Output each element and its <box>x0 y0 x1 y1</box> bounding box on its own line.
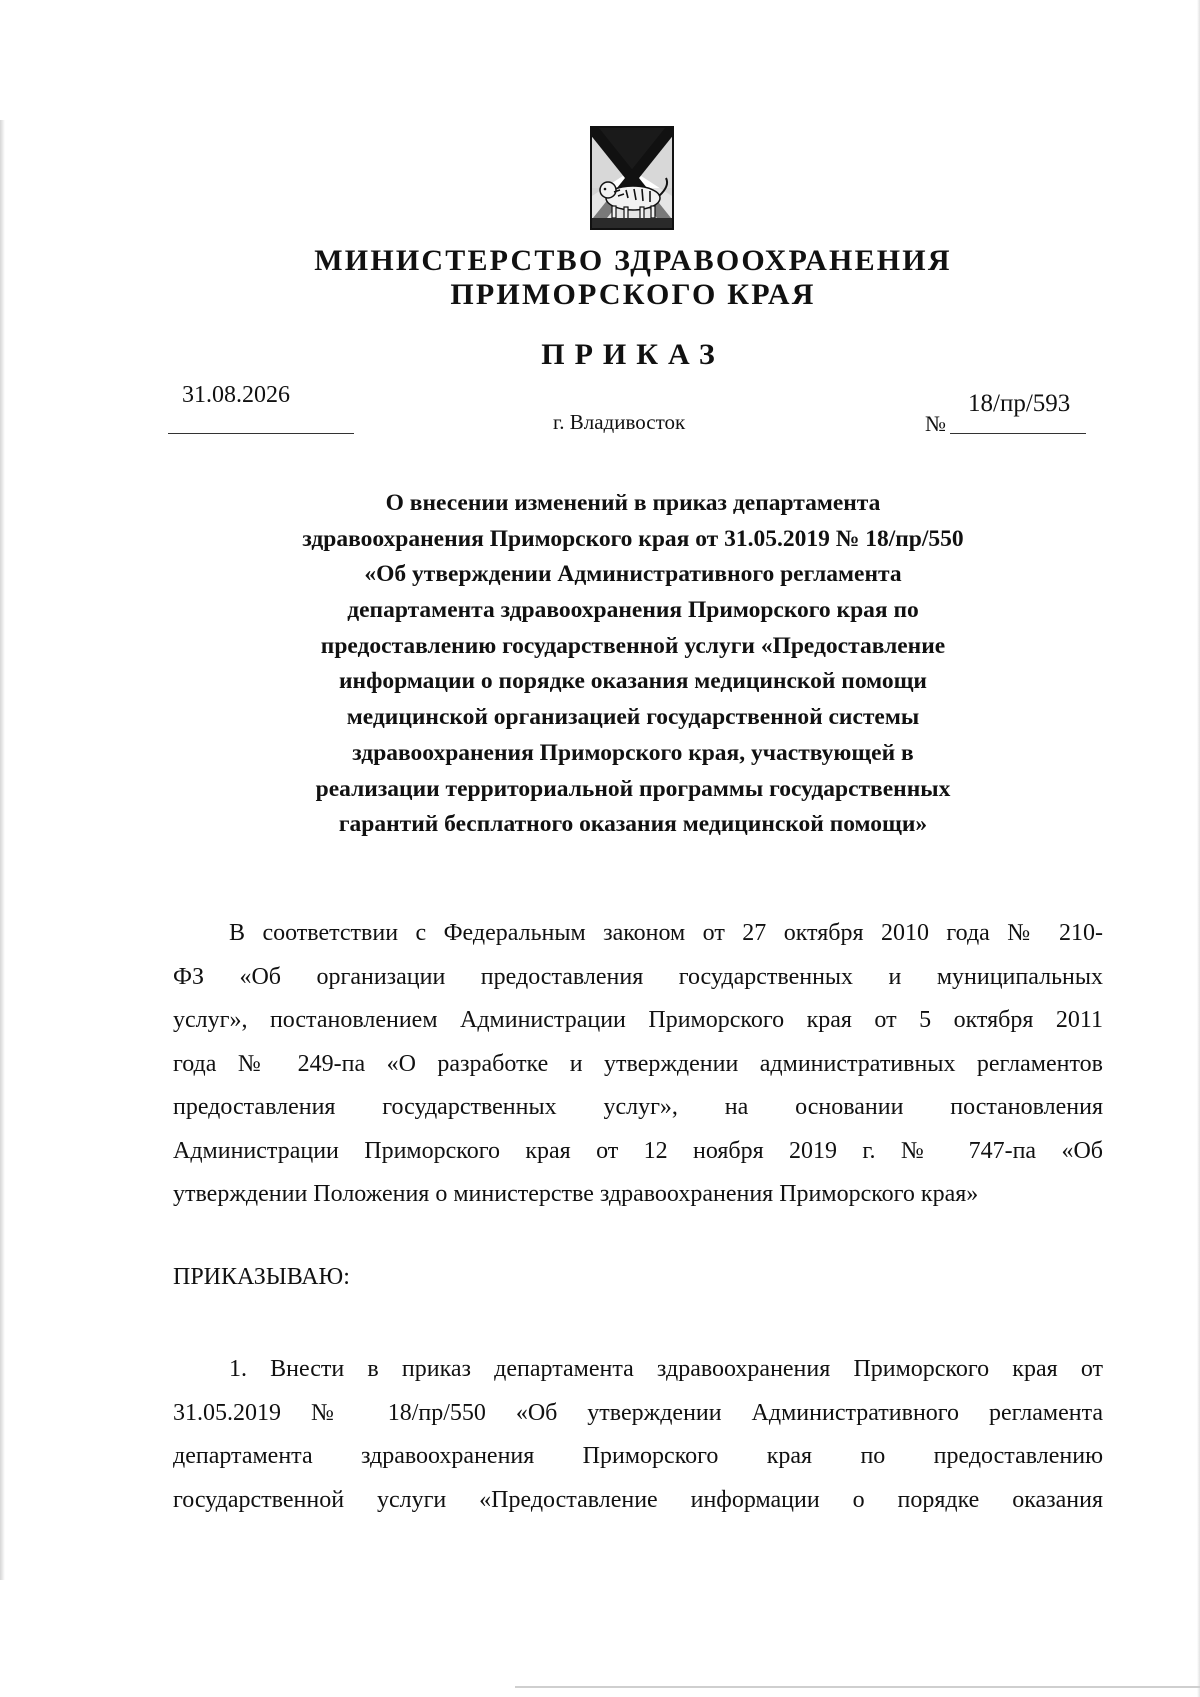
subject-line: здравоохранения Приморского края, участвующей в <box>352 739 914 766</box>
ministry-name <box>0 246 1200 314</box>
ministry-name-line-1: МИНИСТЕРСТВО ЗДРАВООХРАНЕНИЯ <box>314 244 952 277</box>
scan-edge-left <box>0 120 5 1580</box>
paragraph-line: 31.05.2019 № 18/пр/550 «Об утверждении Административного регламента <box>173 1399 1103 1426</box>
decree-word: ПРИКАЗЫВАЮ: <box>173 1264 350 1290</box>
coat-of-arms-icon <box>590 126 674 230</box>
paragraph-line: В соответствии с Федеральным законом от 27 октября 2010 года № 210- <box>229 920 1103 946</box>
clause-1-paragraph <box>173 1348 1103 1522</box>
preamble-paragraph <box>173 912 1103 1217</box>
paragraph-line: ФЗ «Об организации предоставления государственных и муниципальных <box>173 963 1103 990</box>
order-subject <box>0 486 1200 843</box>
subject-line: здравоохранения Приморского края от 31.05.2019 № 18/пр/550 <box>302 525 964 552</box>
paragraph-line: государственной услуги «Предоставление информации о порядке оказания <box>173 1486 1103 1513</box>
subject-line: реализации территориальной программы государственных <box>315 775 951 802</box>
subject-line: «Об утверждении Административного регламента <box>364 561 902 588</box>
number-sign: № <box>925 411 946 436</box>
paragraph-line: предоставления государственных услуг», на основании постановления <box>173 1094 1103 1120</box>
paragraph-line: Администрации Приморского края от 12 ноября 2019 г. № 747-па «Об <box>173 1137 1103 1164</box>
number-underline <box>950 433 1086 434</box>
subject-line: гарантий бесплатного оказания медицинской помощи» <box>338 811 928 838</box>
paragraph-line: утверждении Положения о министерстве здравоохранения Приморского края» <box>173 1181 979 1207</box>
ministry-name-line-2: ПРИМОРСКОГО КРАЯ <box>450 278 816 311</box>
date-underline <box>168 433 354 434</box>
subject-line: медицинской организацией государственной системы <box>346 704 920 731</box>
paragraph-line: услуг», постановлением Администрации Приморского края от 5 октября 2011 <box>173 1007 1103 1033</box>
scan-edge-bottom <box>515 1686 1200 1688</box>
subject-line: О внесении изменений в приказ департамента <box>385 490 881 516</box>
paragraph-line: 1. Внести в приказ департамента здравоохранения Приморского края от <box>229 1356 1103 1382</box>
paragraph-line: года № 249-па «О разработке и утверждении административных регламентов <box>173 1050 1103 1077</box>
order-number: 18/пр/593 <box>968 390 1071 417</box>
order-city: г. Владивосток <box>553 410 686 434</box>
paragraph-line: департамента здравоохранения Приморского края по предоставлению <box>173 1443 1103 1469</box>
subject-line: департамента здравоохранения Приморского края по <box>347 597 919 624</box>
order-date: 31.08.2026 <box>182 382 290 408</box>
document-type-title: ПРИКАЗ <box>541 338 725 371</box>
subject-line: информации о порядке оказания медицинской помощи <box>339 668 927 695</box>
subject-line: предоставлению государственной услуги «Предоставление <box>320 632 946 659</box>
